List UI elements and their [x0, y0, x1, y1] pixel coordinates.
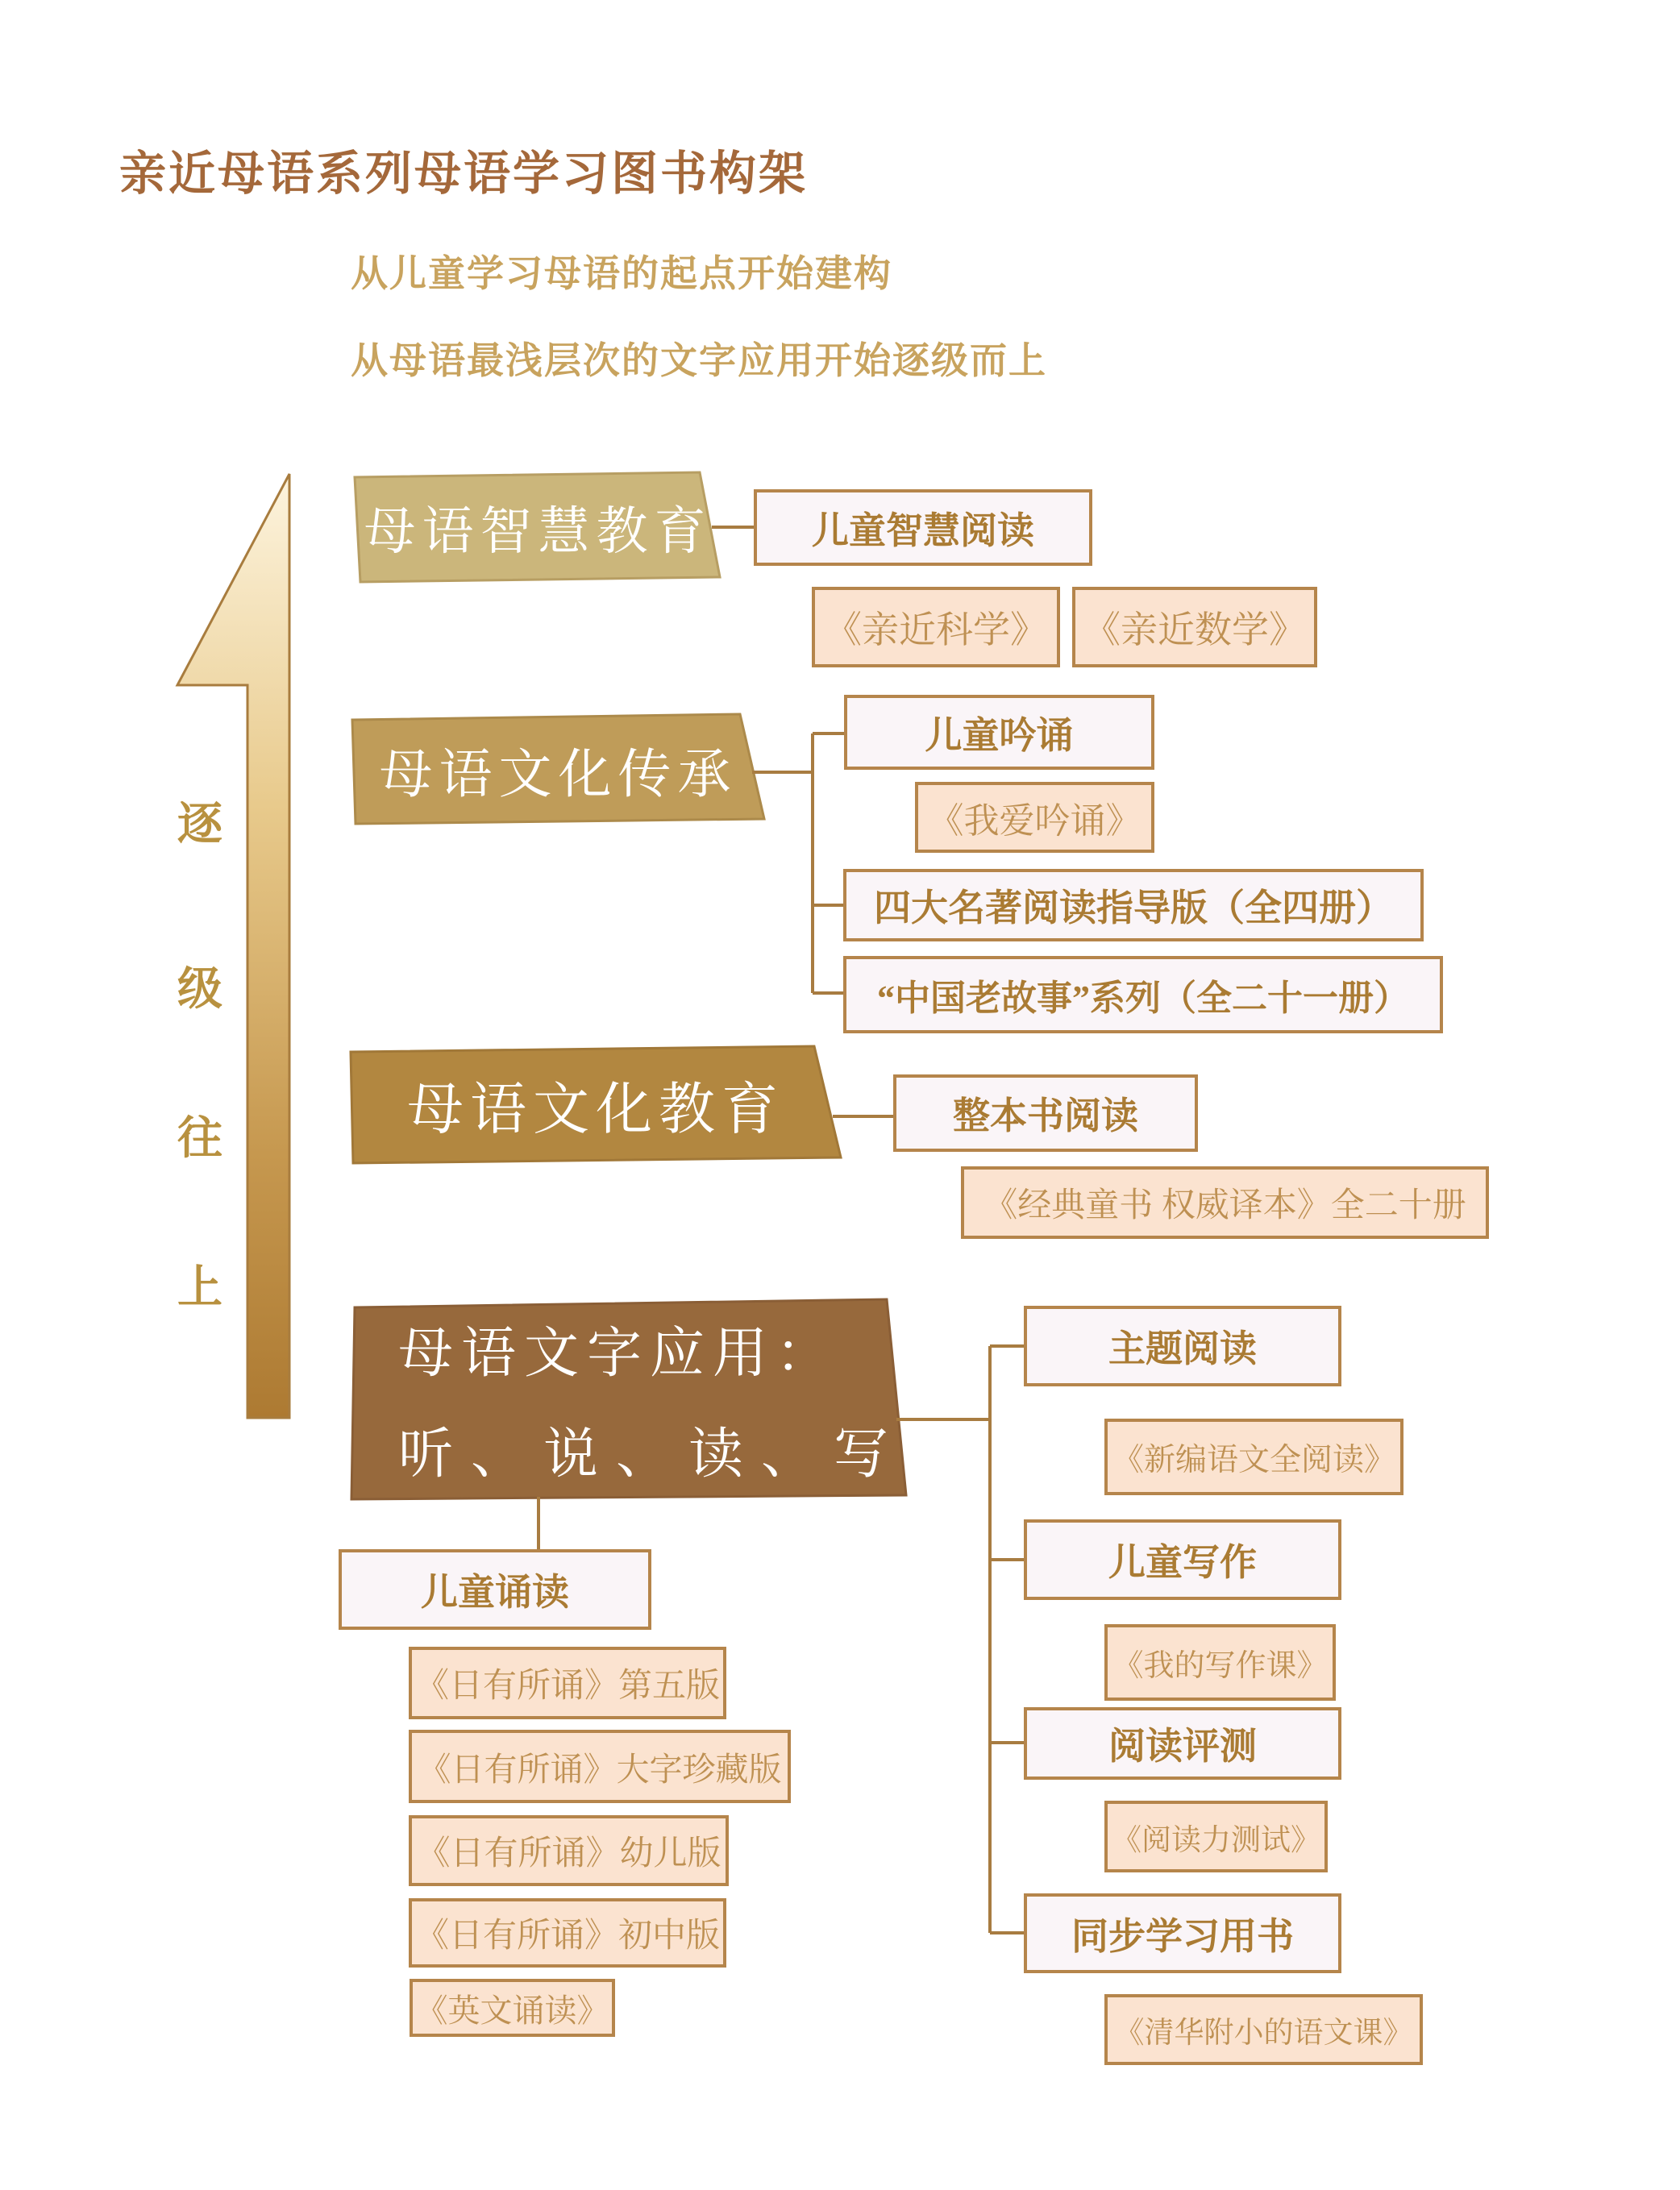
book-qinghua-chinese-class: 《清华附小的语文课》 — [1104, 1994, 1423, 2065]
intro-line-1: 从儿童学习母语的起点开始建构 — [351, 252, 892, 294]
level-1-label: 母语智慧教育 — [364, 503, 713, 560]
level-4-label — [351, 1299, 906, 1499]
axis-label-char-2: 级 — [177, 965, 222, 1015]
book-classic-children-books: 《经典童书 权威译本》全二十册 — [961, 1166, 1489, 1239]
book-riyousuosong-5th-edition: 《日有所诵》第五版 — [409, 1647, 726, 1719]
level-4-label-line-1: 母语文字应用： — [398, 1323, 839, 1384]
node-reading-assessment: 阅读评测 — [1024, 1707, 1341, 1780]
level-4-label-line-2: 听、说、读、写 — [398, 1423, 907, 1485]
page-title: 亲近母语系列母语学习图书构架 — [119, 148, 809, 200]
node-whole-book-reading: 整本书阅读 — [893, 1074, 1198, 1152]
node-children-recitation: 儿童诵读 — [339, 1549, 651, 1630]
book-my-writing-class: 《我的写作课》 — [1104, 1624, 1336, 1701]
axis-label-char-3: 往 — [177, 1114, 222, 1164]
level-2-label: 母语文化传承 — [379, 745, 738, 804]
axis-label-char-1: 逐 — [177, 800, 222, 850]
node-children-writing: 儿童写作 — [1024, 1519, 1341, 1600]
book-wo-ai-yinsong: 《我爱吟诵》 — [915, 782, 1154, 853]
book-riyousuosong-large-print: 《日有所诵》大字珍藏版 — [409, 1730, 791, 1803]
book-english-recitation: 《英文诵读》 — [410, 1979, 615, 2037]
book-new-chinese-full-reading: 《新编语文全阅读》 — [1104, 1419, 1403, 1495]
book-riyousuosong-junior-high: 《日有所诵》初中版 — [409, 1898, 726, 1968]
axis-label-char-4: 上 — [177, 1263, 222, 1313]
node-synchronized-study-books: 同步学习用书 — [1024, 1893, 1341, 1973]
node-china-old-stories-series: “中国老故事”系列（全二十一册） — [843, 956, 1443, 1033]
node-children-wisdom-reading: 儿童智慧阅读 — [754, 489, 1092, 566]
book-reading-ability-test: 《阅读力测试》 — [1104, 1801, 1328, 1872]
level-3-label: 母语文化教育 — [407, 1079, 784, 1141]
node-theme-reading: 主题阅读 — [1024, 1306, 1341, 1386]
book-riyousuosong-preschool: 《日有所诵》幼儿版 — [409, 1815, 729, 1886]
book-qinjin-science: 《亲近科学》 — [812, 587, 1060, 667]
node-children-chanting: 儿童吟诵 — [844, 695, 1154, 770]
node-four-classics-guide: 四大名著阅读指导版（全四册） — [843, 869, 1424, 941]
book-qinjin-math: 《亲近数学》 — [1072, 587, 1317, 667]
intro-line-2: 从母语最浅层次的文字应用开始逐级而上 — [351, 339, 1047, 381]
